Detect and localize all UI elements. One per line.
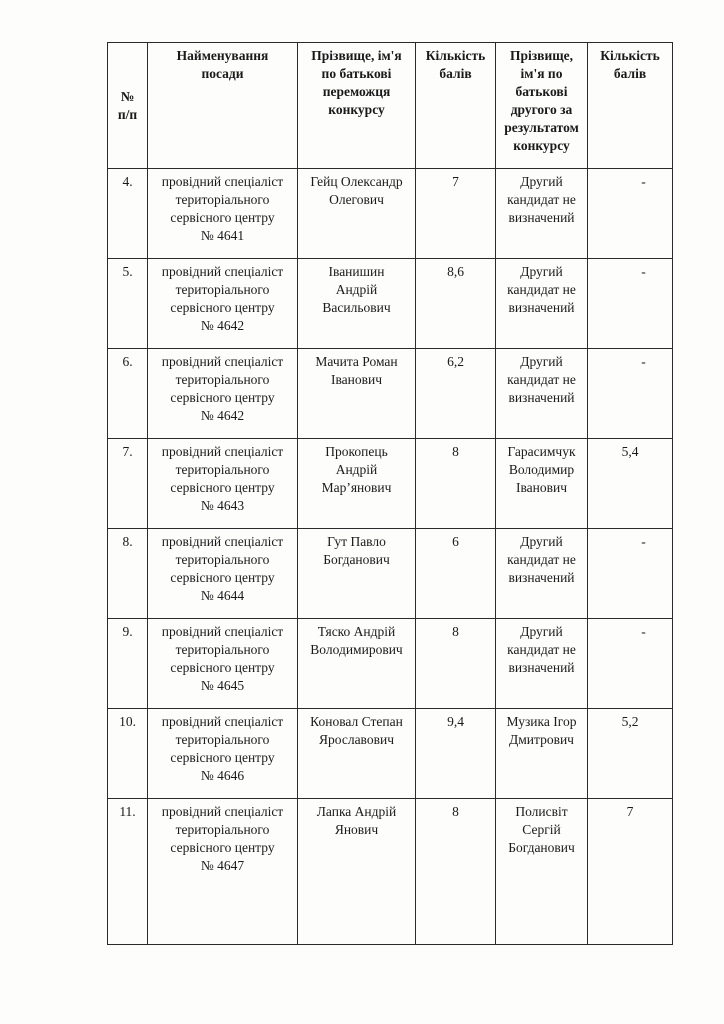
cell-text-line: Найменування <box>176 48 269 63</box>
second-candidate-name <box>496 349 588 439</box>
cell-text-line: Андрій <box>335 282 378 297</box>
cell-text-line: батькові <box>515 84 568 99</box>
cell-text-line: провідний спеціаліст <box>161 174 284 189</box>
second-candidate-score: - <box>588 619 673 709</box>
header-second <box>496 43 588 169</box>
cell-text-line: Мачита Роман <box>315 354 398 369</box>
cell-text-line: Васильович <box>322 300 391 315</box>
cell-text-line: територіального <box>175 282 270 297</box>
cell-text-line: Мар’янович <box>321 480 392 495</box>
cell-text-line: провідний спеціаліст <box>161 804 284 819</box>
second-candidate-name <box>496 169 588 259</box>
cell-text-line: № <box>120 88 135 104</box>
cell-text-line: кандидат не <box>507 642 576 657</box>
cell-text-line: Богданович <box>508 840 575 855</box>
cell-text-line: кандидат не <box>507 282 576 297</box>
cell-text-line: сервісного центру <box>170 570 275 585</box>
winner-score: 8 <box>416 619 496 709</box>
position-name <box>148 799 298 945</box>
cell-text-line: ім'я по <box>520 66 563 81</box>
cell-text-line: Другий <box>520 174 563 189</box>
cell-text-line: балів <box>439 66 472 81</box>
second-candidate-score: 7 <box>588 799 673 945</box>
table-row <box>108 709 673 799</box>
cell-text-line: № 4642 <box>200 318 245 333</box>
cell-text-line: територіального <box>175 372 270 387</box>
winner-name <box>298 529 416 619</box>
cell-text-line: № 4646 <box>200 768 245 783</box>
cell-text-line: кандидат не <box>507 552 576 567</box>
cell-text-line: Другий <box>520 354 563 369</box>
cell-text-line: сервісного центру <box>170 390 275 405</box>
header-winner-score <box>416 43 496 169</box>
cell-text-line: Гарасимчук <box>507 444 576 459</box>
cell-text-line: Лапка Андрій <box>316 804 397 819</box>
cell-text-line: сервісного центру <box>170 300 275 315</box>
table-row <box>108 439 673 529</box>
cell-text-line: сервісного центру <box>170 480 275 495</box>
winner-score: 8,6 <box>416 259 496 349</box>
cell-text-line: Гейц Олександр <box>310 174 403 189</box>
cell-text-line: Другий <box>520 534 563 549</box>
second-candidate-name <box>496 529 588 619</box>
cell-text-line: Іванишин <box>328 264 385 279</box>
second-candidate-name <box>496 799 588 945</box>
cell-text-line: Янович <box>334 822 379 837</box>
cell-text-line: провідний спеціаліст <box>161 714 284 729</box>
winner-name <box>298 619 416 709</box>
row-number: 5. <box>108 259 148 349</box>
cell-text-line: сервісного центру <box>170 660 275 675</box>
cell-text-line: визначений <box>508 660 575 675</box>
table-row <box>108 799 673 945</box>
cell-text-line: кандидат не <box>507 372 576 387</box>
cell-text-line: Іванович <box>515 480 568 495</box>
cell-text-line: кандидат не <box>507 192 576 207</box>
cell-text-line: Прізвище, <box>509 48 574 63</box>
winner-name <box>298 259 416 349</box>
winner-name <box>298 799 416 945</box>
second-candidate-score: - <box>588 529 673 619</box>
cell-text-line: № 4645 <box>200 678 245 693</box>
winner-name <box>298 349 416 439</box>
cell-text-line: конкурсу <box>513 138 570 153</box>
cell-text-line: територіального <box>175 822 270 837</box>
winner-score: 8 <box>416 799 496 945</box>
cell-text-line: територіального <box>175 192 270 207</box>
cell-text-line: провідний спеціаліст <box>161 444 284 459</box>
position-name <box>148 529 298 619</box>
row-number: 11. <box>108 799 148 945</box>
second-candidate-score: - <box>588 169 673 259</box>
cell-text-line: № 4643 <box>200 498 245 513</box>
header-position <box>148 43 298 169</box>
cell-text-line: визначений <box>508 390 575 405</box>
cell-text-line: сервісного центру <box>170 750 275 765</box>
cell-text-line: по батькові <box>321 66 392 81</box>
position-name <box>148 169 298 259</box>
winner-name <box>298 709 416 799</box>
cell-text-line: посади <box>201 66 244 81</box>
row-number: 4. <box>108 169 148 259</box>
cell-text-line: Ярославович <box>319 732 394 747</box>
cell-text-line: Тяско Андрій <box>317 624 396 639</box>
second-candidate-score: 5,2 <box>588 709 673 799</box>
cell-text-line: провідний спеціаліст <box>161 264 284 279</box>
cell-text-line: Кількість <box>600 48 660 63</box>
cell-text-line: другого за <box>510 102 573 117</box>
cell-text-line: Олегович <box>329 192 384 207</box>
cell-text-line: Богданович <box>323 552 390 567</box>
cell-text-line: Андрій <box>335 462 378 477</box>
cell-text-line: № 4647 <box>200 858 245 873</box>
winner-name <box>298 169 416 259</box>
cell-text-line: переможця <box>322 84 391 99</box>
cell-text-line: визначений <box>508 570 575 585</box>
row-number: 8. <box>108 529 148 619</box>
cell-text-line: Іванович <box>330 372 383 387</box>
cell-text-line: Другий <box>520 264 563 279</box>
position-name <box>148 709 298 799</box>
cell-text-line: територіального <box>175 552 270 567</box>
second-candidate-name <box>496 709 588 799</box>
second-candidate-score: - <box>588 259 673 349</box>
cell-text-line: Прокопець <box>325 444 388 459</box>
cell-text-line: результатом <box>504 120 579 135</box>
cell-text-line: Музика Ігор <box>506 714 577 729</box>
cell-text-line: № 4642 <box>200 408 245 423</box>
cell-text-line: територіального <box>175 732 270 747</box>
cell-text-line: Другий <box>520 624 563 639</box>
cell-text-line: № 4641 <box>200 228 245 243</box>
second-candidate-name <box>496 439 588 529</box>
cell-text-line: Кількість <box>425 48 486 63</box>
second-candidate-score: 5,4 <box>588 439 673 529</box>
cell-text-line: Полисвіт <box>515 804 568 819</box>
cell-text-line: провідний спеціаліст <box>161 534 284 549</box>
table-header-row <box>108 43 673 169</box>
cell-text-line: Прізвище, ім'я <box>311 48 402 63</box>
table-row <box>108 619 673 709</box>
cell-text-line: Володимир <box>508 462 575 477</box>
cell-text-line: Дмитрович <box>509 732 574 747</box>
row-number: 6. <box>108 349 148 439</box>
cell-text-line: провідний спеціаліст <box>161 354 284 369</box>
row-number: 10. <box>108 709 148 799</box>
table-row <box>108 349 673 439</box>
second-candidate-name <box>496 259 588 349</box>
cell-text-line: балів <box>613 66 647 81</box>
winner-score: 9,4 <box>416 709 496 799</box>
cell-text-line: Сергій <box>522 822 561 837</box>
winner-score: 8 <box>416 439 496 529</box>
second-candidate-name <box>496 619 588 709</box>
position-name <box>148 439 298 529</box>
row-number: 9. <box>108 619 148 709</box>
cell-text-line: територіального <box>175 462 270 477</box>
winner-score: 7 <box>416 169 496 259</box>
header-winner <box>298 43 416 169</box>
cell-text-line: сервісного центру <box>170 210 275 225</box>
table-row <box>108 259 673 349</box>
row-number: 7. <box>108 439 148 529</box>
cell-text-line: Володимирович <box>310 642 403 657</box>
cell-text-line: п/п <box>117 106 138 122</box>
table-row <box>108 529 673 619</box>
cell-text-line: конкурсу <box>328 102 385 117</box>
position-name <box>148 259 298 349</box>
cell-text-line: Гут Павло <box>327 534 386 549</box>
header-num <box>108 43 148 169</box>
cell-text-line: № 4644 <box>200 588 245 603</box>
winner-score: 6,2 <box>416 349 496 439</box>
winner-score: 6 <box>416 529 496 619</box>
cell-text-line: визначений <box>508 300 575 315</box>
header-second-score <box>588 43 673 169</box>
cell-text-line: провідний спеціаліст <box>161 624 284 639</box>
position-name <box>148 619 298 709</box>
cell-text-line: територіального <box>175 642 270 657</box>
cell-text-line: Коновал Степан <box>310 714 403 729</box>
cell-text-line: визначений <box>508 210 575 225</box>
competition-results-table <box>107 42 673 945</box>
winner-name <box>298 439 416 529</box>
table-row <box>108 169 673 259</box>
position-name <box>148 349 298 439</box>
cell-text-line: сервісного центру <box>170 840 275 855</box>
second-candidate-score: - <box>588 349 673 439</box>
